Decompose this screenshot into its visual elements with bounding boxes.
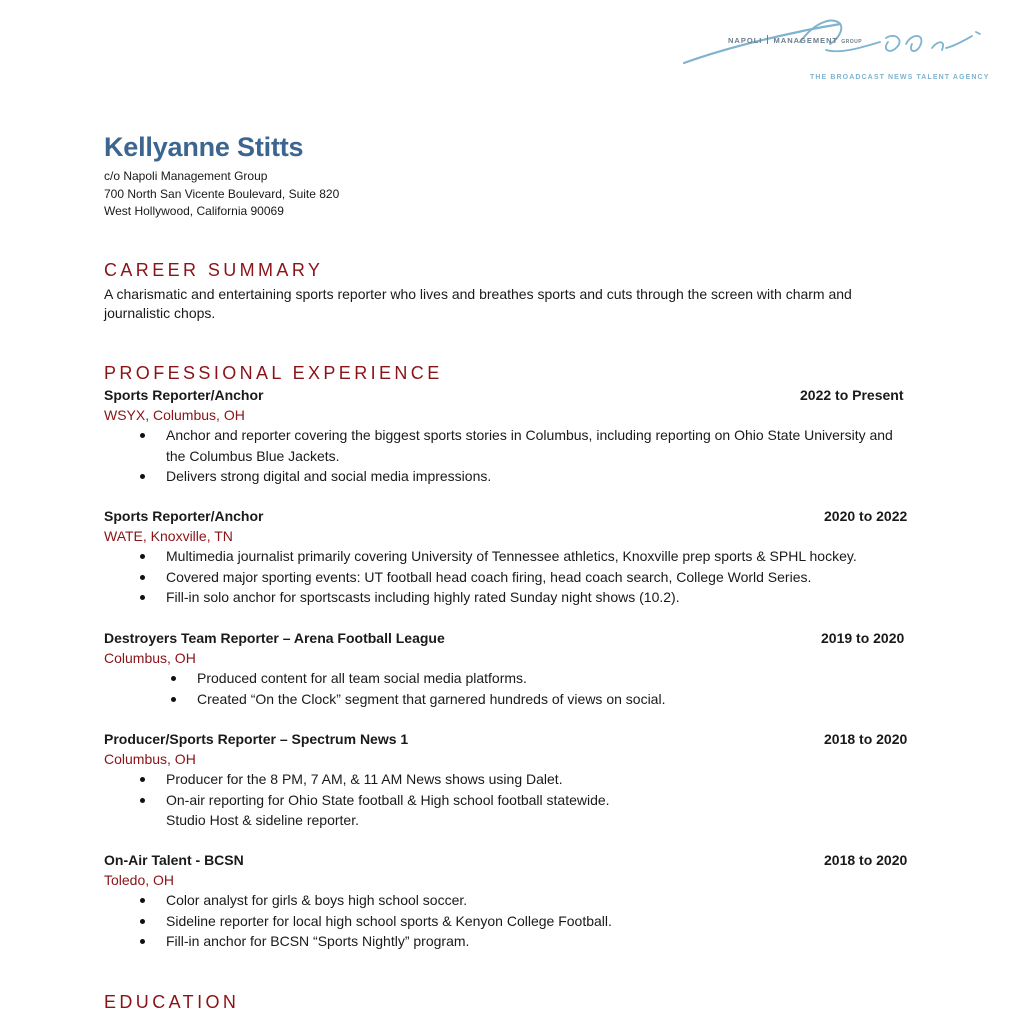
job-title: Sports Reporter/Anchor [104,387,264,403]
career-summary-heading: CAREER SUMMARY [104,260,324,280]
bullet-item: Created “On the Clock” segment that garnered hundreds of views on social. [104,689,914,710]
contact-address [104,168,339,221]
job-title: Destroyers Team Reporter – Arena Football League [104,630,445,646]
bullet-item: On-air reporting for Ohio State football & High school football statewide. [104,790,914,811]
bullet-item: Producer for the 8 PM, 7 AM, & 11 AM News shows using Dalet. [104,769,914,790]
job-dates: 2020 to 2022 [824,508,908,524]
job-dates: 2018 to 2020 [824,852,908,868]
job-bullets [104,425,914,487]
bullet-item: Multimedia journalist primarily covering University of Tennessee athletics, Knoxville prep sports & SPHL hockey. [104,546,914,567]
logo-word-napoli: NAPOLI [728,36,763,45]
bullet-item: Color analyst for girls & boys high school soccer. [104,890,914,911]
agency-logo [680,10,990,81]
job-dates: 2019 to 2020 [821,630,905,646]
career-summary-text: A charismatic and entertaining sports reporter who lives and breathes sports and cuts through the screen with charm and journalistic chops. [104,286,852,321]
job-bullets [104,668,914,709]
bullet-item: Fill-in anchor for BCSN “Sports Nightly” program. [104,931,914,952]
bullet-item: Sideline reporter for local high school sports & Kenyon College Football. [104,911,914,932]
logo-company-line [728,35,862,45]
job-title: On-Air Talent - BCSN [104,852,244,868]
education-heading: EDUCATION [104,992,240,1012]
bullet-item: Covered major sporting events: UT football head coach firing, head coach search, College World Series. [104,567,914,588]
job-organization: WATE, Knoxville, TN [104,528,233,544]
job-organization: Columbus, OH [104,751,196,767]
logo-word-group: GROUP [841,39,863,45]
bullet-item: Produced content for all team social media platforms. [104,668,914,689]
address-line: c/o Napoli Management Group [104,169,268,183]
bullet-item: Delivers strong digital and social media impressions. [104,466,914,487]
candidate-name: Kellyanne Stitts [104,132,304,162]
logo-word-management: MANAGEMENT [773,36,839,45]
job-dates: 2018 to 2020 [824,731,908,747]
job-bullets [104,890,914,952]
job-organization: WSYX, Columbus, OH [104,407,245,423]
job-organization: Toledo, OH [104,872,175,888]
job-bullets [104,546,914,608]
job-entry-wsyx [104,385,914,487]
job-entry-destroyers [104,628,914,709]
job-organization: Columbus, OH [104,650,196,666]
job-title: Sports Reporter/Anchor [104,508,264,524]
bullet-item: Anchor and reporter covering the biggest sports stories in Columbus, including reporting on Ohio State University and the Columbus Blue Jackets. [104,425,914,466]
bullet-item: Fill-in solo anchor for sportscasts including highly rated Sunday night shows (10.2). [104,587,914,608]
address-line: 700 North San Vicente Boulevard, Suite 820 [104,186,340,201]
job-title: Producer/Sports Reporter – Spectrum News 1 [104,731,409,747]
experience-heading: PROFESSIONAL EXPERIENCE [104,363,443,383]
bullet-continuation: Studio Host & sideline reporter. [166,812,359,828]
job-entry-wate [104,506,914,608]
logo-tagline: THE BROADCAST NEWS TALENT AGENCY [810,74,990,81]
job-entry-spectrum [104,729,914,831]
job-entry-bcsn [104,850,914,952]
job-bullets [104,769,914,810]
job-dates: 2022 to Present [800,387,904,403]
address-line: West Hollywood, California 90069 [104,204,284,218]
